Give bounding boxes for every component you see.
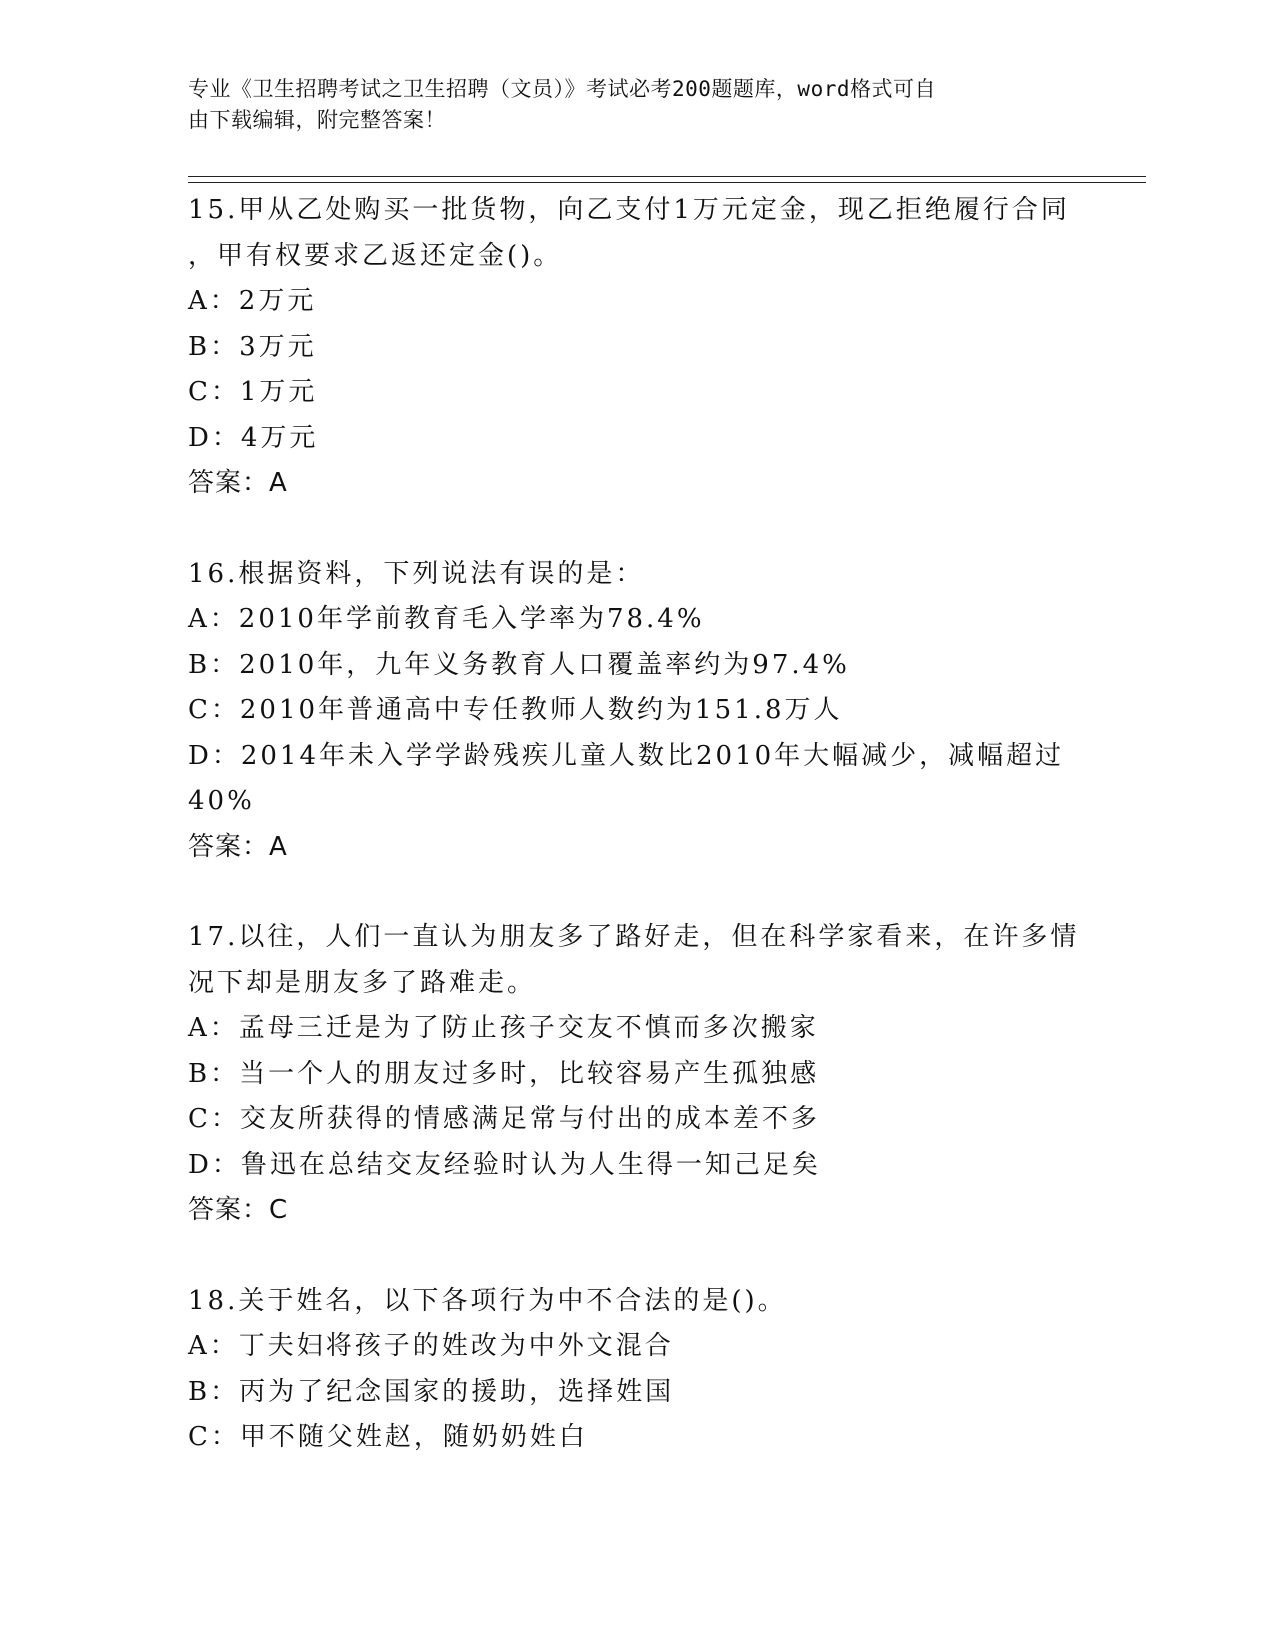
header-line-2: 由下载编辑，附完整答案！ (188, 108, 446, 132)
stem-line: 况下却是朋友多了路难走。 (188, 967, 537, 998)
question-15 (188, 188, 1088, 507)
option-d-continued: 40% (188, 786, 255, 816)
option-b: B：丙为了纪念国家的援助，选择姓国 (188, 1376, 675, 1407)
answer-key: 答案：A (188, 468, 288, 498)
option-c: C：交友所获得的情感满足常与付出的成本差不多 (188, 1104, 820, 1134)
option-b: B：3万元 (188, 331, 317, 362)
option-c: C：甲不随父姓赵，随奶奶姓白 (188, 1422, 588, 1452)
option-b: B：当一个人的朋友过多时，比较容易产生孤独感 (188, 1058, 820, 1089)
stem-line: 16.根据资料，下列说法有误的是： (188, 558, 645, 589)
option-a: A：丁夫妇将孩子的姓改为中外文混合 (188, 1331, 674, 1361)
question-stem (188, 552, 1088, 598)
question-18 (188, 1279, 1088, 1461)
document-header (188, 74, 1088, 136)
option-d: D：2014年未入学学龄残疾儿童人数比2010年大幅减少，减幅超过 (188, 740, 1065, 771)
header-divider-bottom (188, 182, 1146, 183)
option-c: C：2010年普通高中专任教师人数约为151.8万人 (188, 695, 843, 725)
option-a: A：2万元 (188, 286, 317, 316)
question-stem (188, 915, 1088, 1006)
option-d: D：4万元 (188, 422, 319, 453)
stem-line: 18.关于姓名，以下各项行为中不合法的是()。 (188, 1285, 787, 1316)
option-d: D：鲁迅在总结交友经验时认为人生得一知己足矣 (188, 1149, 821, 1180)
question-17 (188, 915, 1088, 1234)
question-stem (188, 188, 1088, 279)
stem-line: ，甲有权要求乙返还定金()。 (188, 240, 563, 271)
stem-line: 17.以往，人们一直认为朋友多了路好走，但在科学家看来，在许多情 (188, 922, 1080, 952)
option-b: B：2010年，九年义务教育人口覆盖率约为97.4% (188, 649, 850, 680)
option-a: A：2010年学前教育毛入学率为78.4% (188, 604, 705, 634)
question-stem (188, 1279, 1088, 1325)
question-16 (188, 552, 1088, 871)
answer-key: 答案：C (188, 1195, 289, 1225)
option-a: A：孟母三迁是为了防止孩子交友不慎而多次搬家 (188, 1013, 819, 1043)
option-c: C：1万元 (188, 377, 318, 407)
header-divider-top (188, 176, 1146, 177)
header-line-1: 专业《卫生招聘考试之卫生招聘（文员）》考试必考200题题库，word格式可自 (188, 77, 936, 101)
stem-line: 15.甲从乙处购买一批货物，向乙支付1万元定金，现乙拒绝履行合同 (188, 195, 1070, 225)
question-list (188, 188, 1088, 1506)
answer-key: 答案：A (188, 831, 288, 862)
